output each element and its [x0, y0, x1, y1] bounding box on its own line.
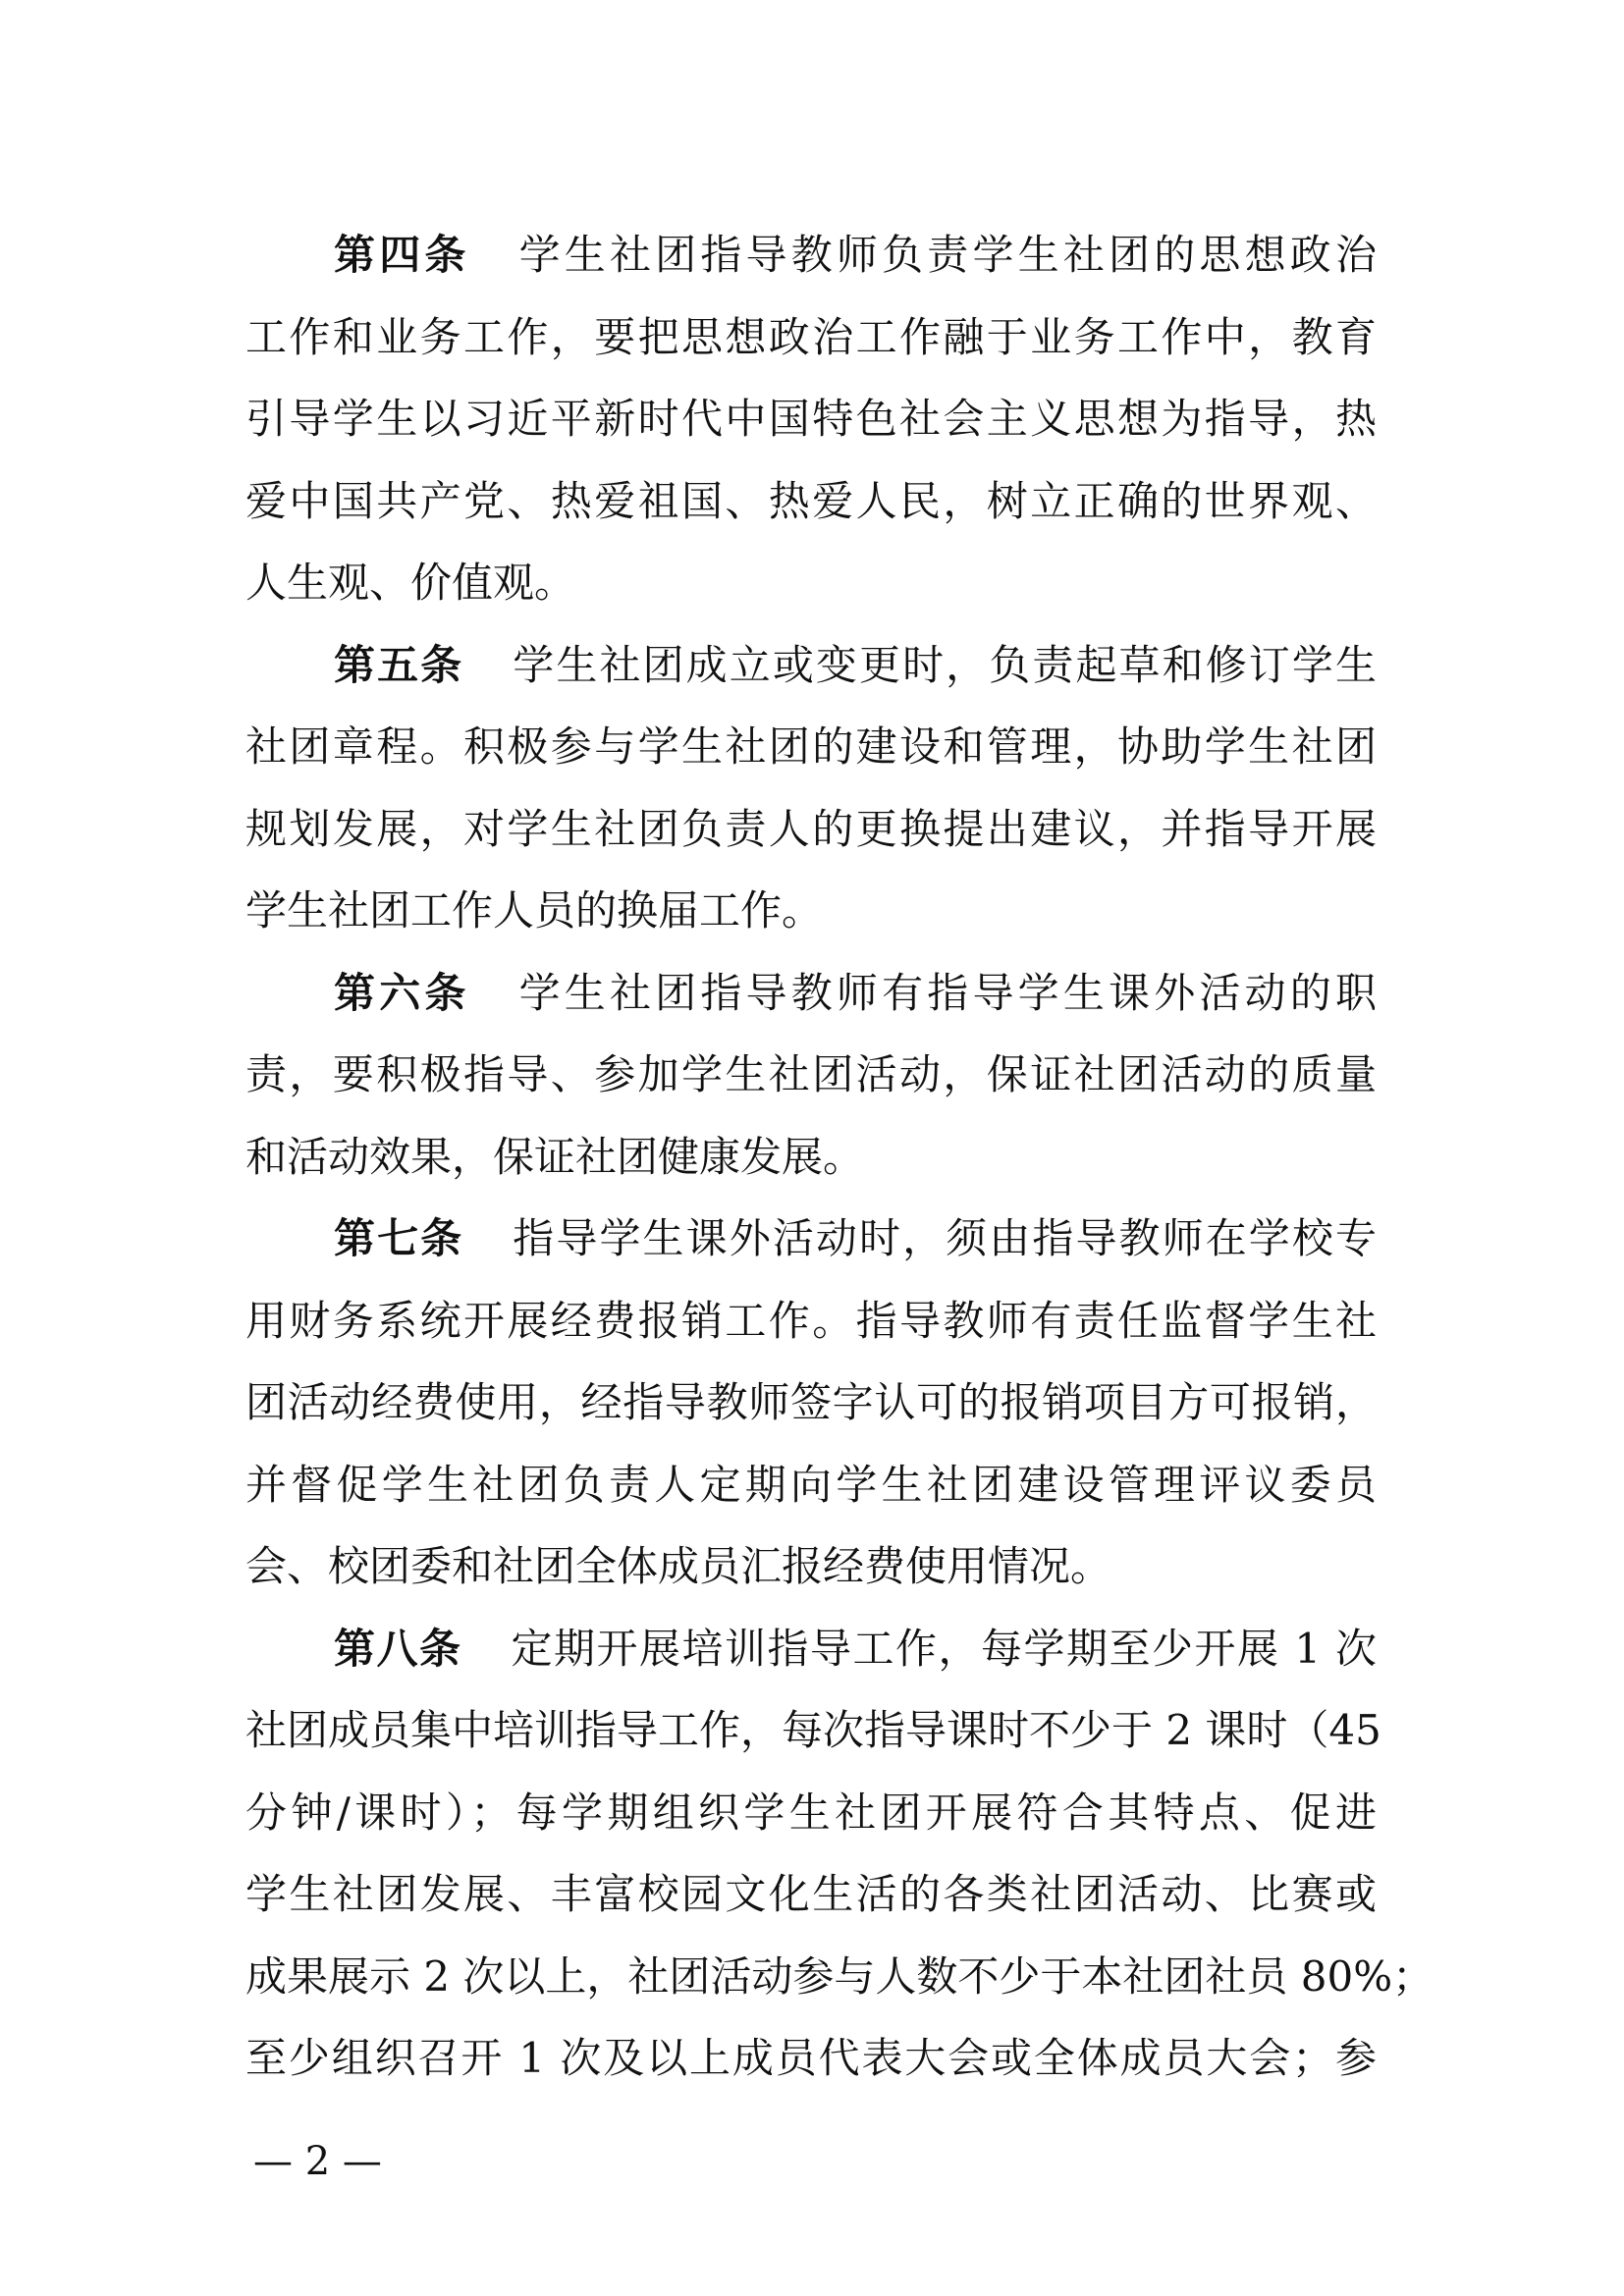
article-text: 定期开展培训指导工作，每学期至少开展 1 次: [511, 1624, 1377, 1673]
article-5: [245, 624, 1377, 952]
article-line: 会、校团委和社团全体成员汇报经费使用情况。: [245, 1542, 1112, 1590]
article-number: 第八条: [334, 1624, 462, 1673]
article-line: [245, 214, 1377, 296]
article-line: 团活动经费使用，经指导教师签字认可的报销项目方可报销，: [245, 1378, 1377, 1426]
article-line: [245, 1608, 1377, 1690]
article-line: 用财务系统开展经费报销工作。指导教师有责任监督学生社: [245, 1296, 1377, 1345]
article-line: 规划发展，对学生社团负责人的更换提出建议，并指导开展: [245, 804, 1377, 853]
article-number: 第五条: [334, 640, 464, 689]
article-number: 第四条: [334, 231, 470, 279]
article-line: 责，要积极指导、参加学生社团活动，保证社团活动的质量: [245, 1050, 1377, 1098]
article-text: 指导学生课外活动时，须由指导教师在学校专: [513, 1214, 1377, 1262]
article-line: 爱中国共产党、热爱祖国、热爱人民，树立正确的世界观、: [245, 476, 1377, 525]
article-line: 引导学生以习近平新时代中国特色社会主义思想为指导，热: [245, 395, 1377, 443]
article-line: 人生观、价值观。: [245, 559, 576, 607]
article-line: 社团章程。积极参与学生社团的建设和管理，协助学生社团: [245, 722, 1377, 771]
page-number: — 2 —: [253, 2139, 382, 2184]
article-7: [245, 1198, 1377, 1608]
article-line: 至少组织召开 1 次及以上成员代表大会或全体成员大会；参: [245, 2034, 1377, 2082]
article-line: 工作和业务工作，要把思想政治工作融于业务工作中，教育: [245, 312, 1377, 361]
article-text: 学生社团成立或变更时，负责起草和修订学生: [513, 640, 1377, 689]
article-line: 学生社团发展、丰富校园文化生活的各类社团活动、比赛或: [245, 1870, 1377, 1918]
article-line: 学生社团工作人员的换届工作。: [245, 886, 824, 934]
article-6: [245, 952, 1377, 1199]
article-line: [245, 952, 1377, 1035]
article-number: 第六条: [334, 968, 470, 1017]
article-line: 成果展示 2 次以上，社团活动参与人数不少于本社团社员 80%；: [245, 1951, 1435, 2001]
article-4: [245, 214, 1377, 624]
document-body: [245, 214, 1435, 2100]
article-text: 学生社团指导教师有指导学生课外活动的职: [518, 968, 1377, 1017]
article-text: 学生社团指导教师负责学生社团的思想政治: [518, 231, 1377, 279]
article-number: 第七条: [334, 1214, 464, 1262]
article-line: 分钟/课时）；每学期组织学生社团开展符合其特点、促进: [245, 1788, 1377, 1837]
article-line: 并督促学生社团负责人定期向学生社团建设管理评议委员: [245, 1460, 1377, 1509]
article-line: 和活动效果，保证社团健康发展。: [245, 1132, 865, 1181]
article-line: 社团成员集中培训指导工作，每次指导课时不少于 2 课时（45: [245, 1706, 1381, 1754]
article-8: [245, 1608, 1435, 2100]
article-line: [245, 624, 1377, 707]
article-line: [245, 1198, 1377, 1280]
